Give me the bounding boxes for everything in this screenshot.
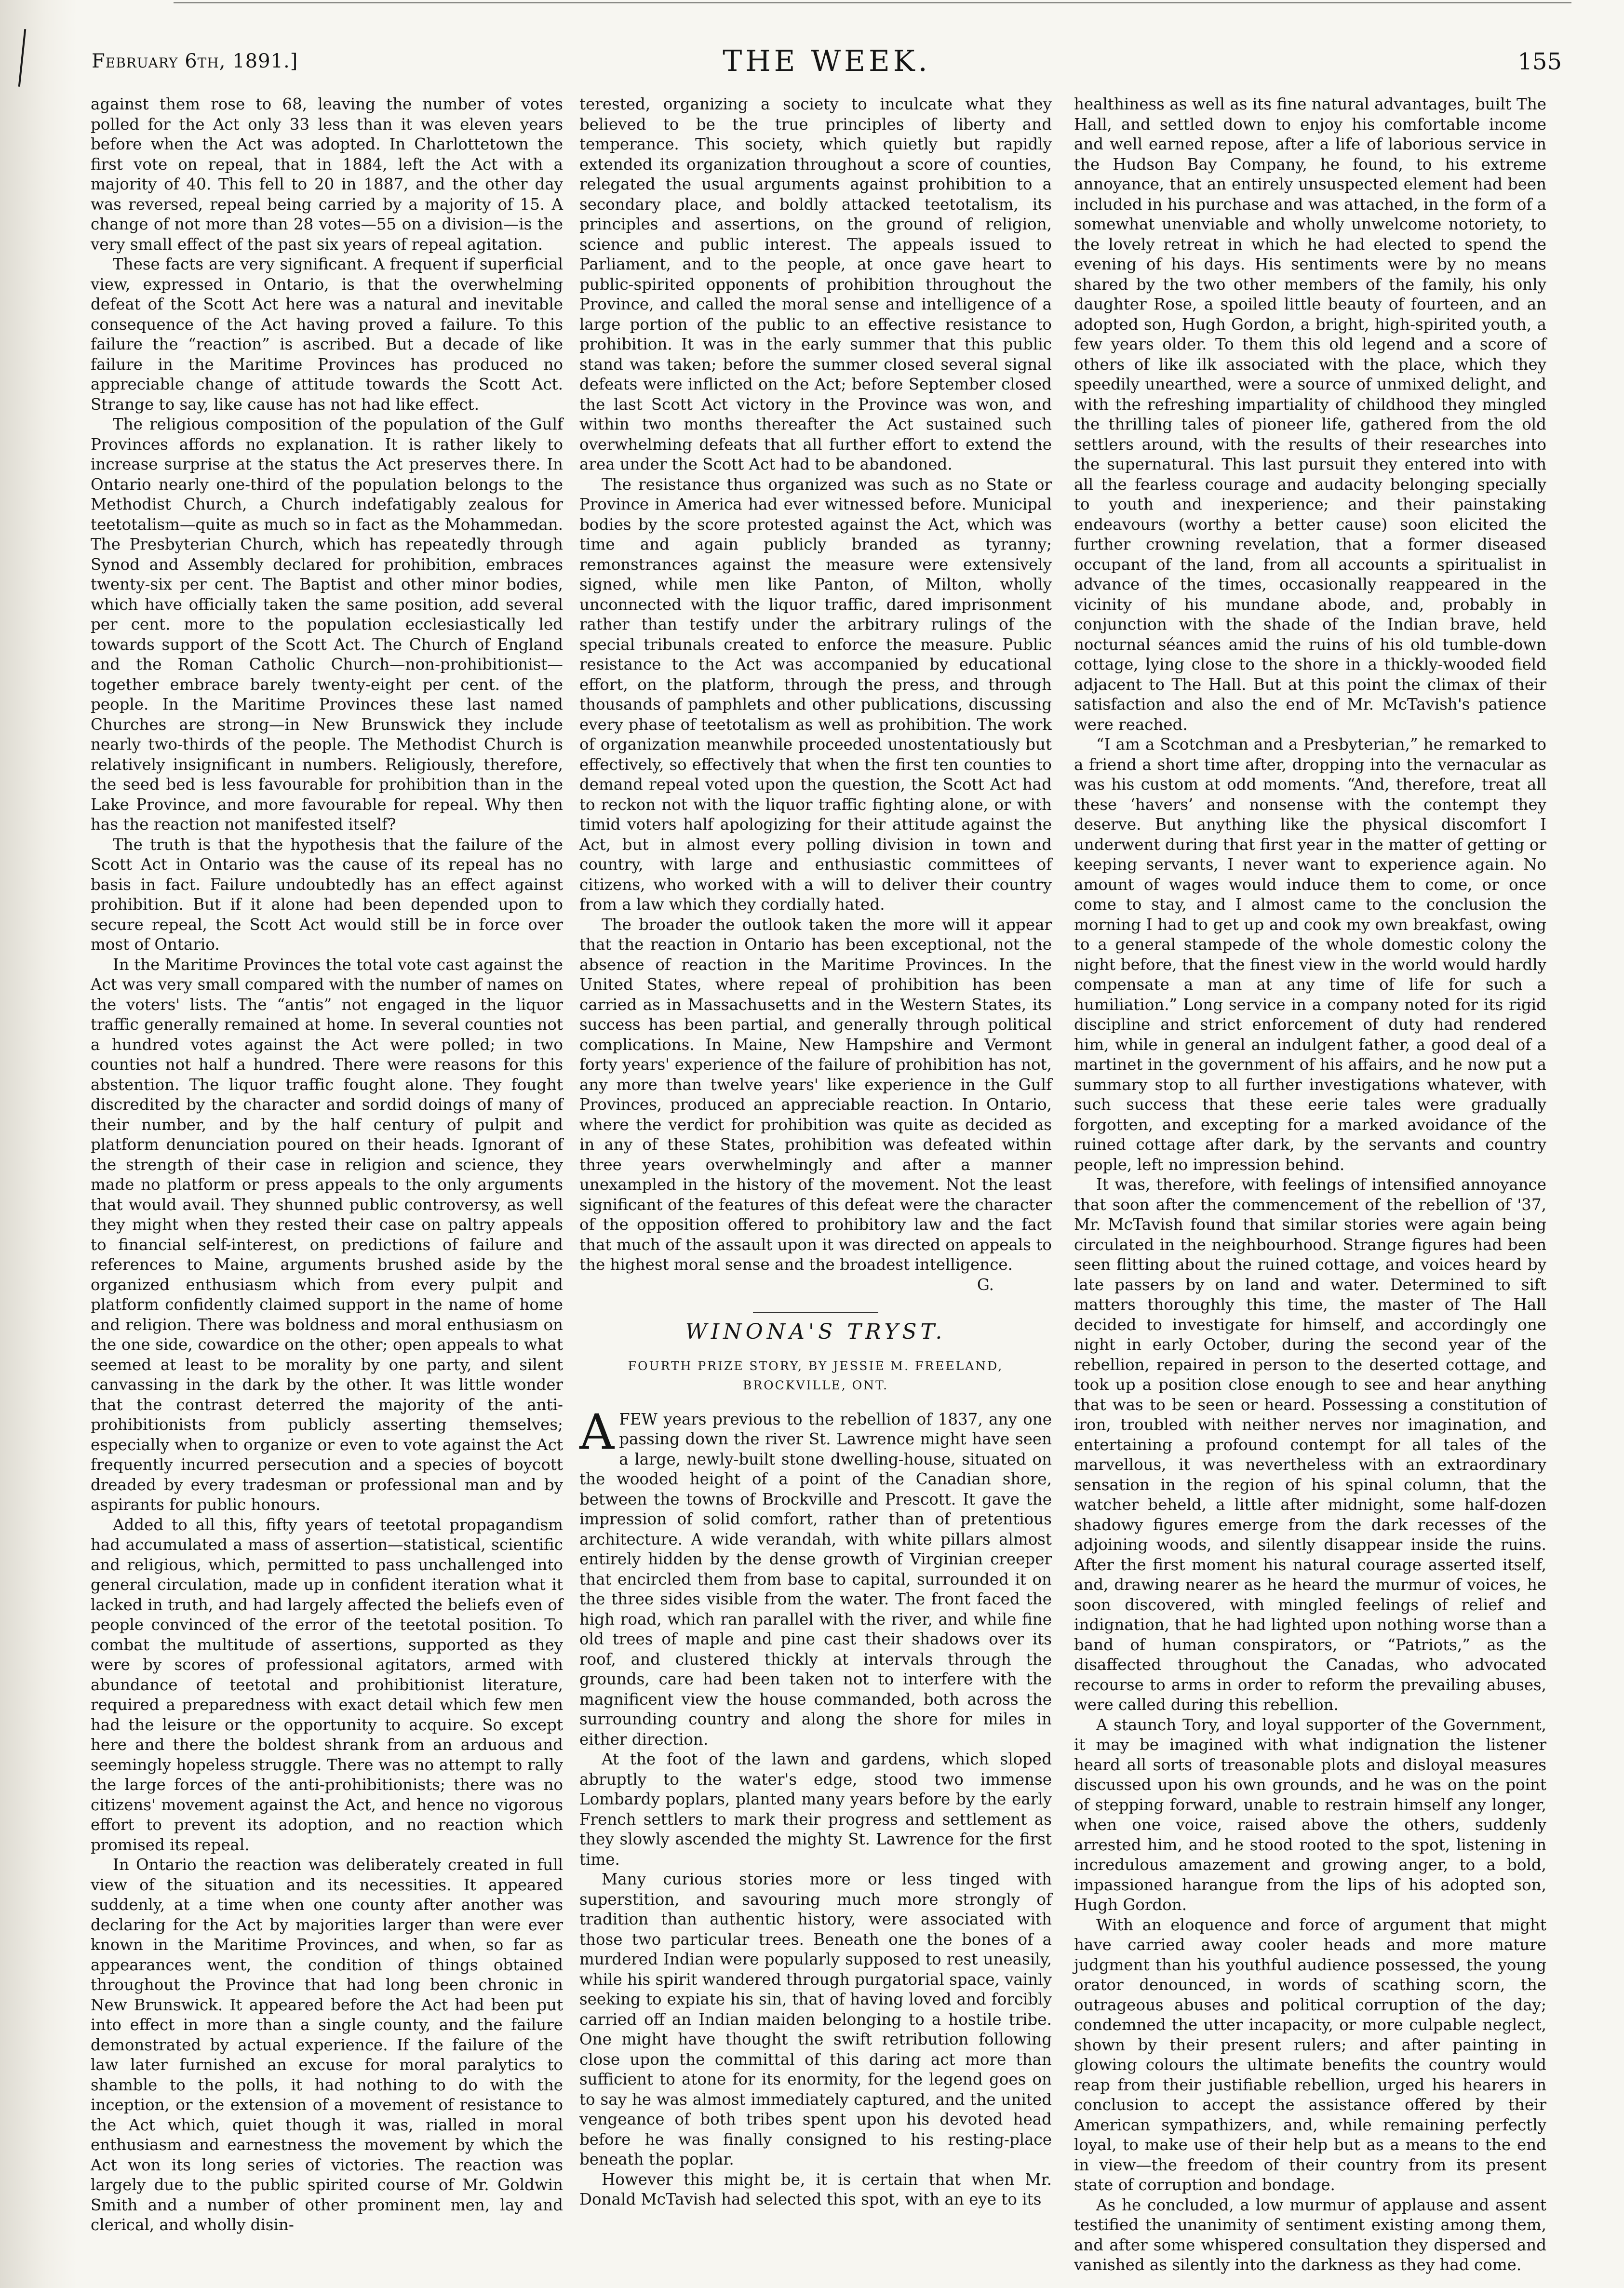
story-opening-paragraph xyxy=(579,1403,1052,1750)
signature-initial: G. xyxy=(977,1275,994,1294)
column-3 xyxy=(1074,94,1546,2274)
paragraph: Many curious stories more or less tinged with superstition, and savouring much more strongly of tradition than authentic history, were associated with those two particular trees. Beneath one the bones of a murdered Indian were popularly supposed to rest uneasily, while his spirit wandered through purgatorial space, vainly seeking to expiate his sin, that of having loved and forcibly carried off an Indian maiden belonging to a hostile tribe. One might have thought the swift retribution following close upon the committal of this daring act more than sufficient to atone for its enormity, for the legend goes on to say he was almost immediately captured, and the united vengeance of both tribes spent upon his devoted head before he was finally consigned to his resting-place beneath the poplar. xyxy=(579,1870,1052,2168)
paragraph: With an eloquence and force of argument that might have carried away cooler heads and more mature judgment than his youthful audience possessed, the young orator denounced, in words of scathing scorn, the outrageous abuses and political corruption of the day; condemned the utter incapacity, or more culpable neglect, shown by their present rulers; and after painting in glowing colours the ultimate benefits the country would reap from their justifiable rebellion, urged his hearers in conclusion to accept the assistance offered by their American sympathizers, and, while remaining perfectly loyal, to make use of their help but as a means to the end in view—the freedom of their country from its present state of corruption and bondage. xyxy=(1074,1915,1546,2194)
paragraph: A staunch Tory, and loyal supporter of the Government, it may be imagined with what indignation the listener heard all sorts of treasonable plots and disloyal measures discussed upon his own grounds, and he was on the point of stepping forward, unable to restrain himself any longer, when one voice, raised above the others, suddenly arrested him, and he stood rooted to the spot, listening in incredulous amazement and growing anger, to a bold, impassioned harangue from the lips of his adopted son, Hugh Gordon. xyxy=(1074,1715,1546,1914)
page-header xyxy=(92,44,1562,83)
paragraph: In the Maritime Provinces the total vote cast against the Act was very small compared with the number of names on the voters' lists. The “antis” not engaged in the liquor traffic generally remained at home. In several counties not a hundred votes against the Act were polled; in two counties not half a hundred. There were reasons for this abstention. The liquor traffic fought alone. They fought discredited by the character and sordid doings of many of their number, and by the half century of pulpit and platform denunciation poured on their heads. Ignorant of the strength of their case in religion and science, they made no platform or press appeals to the only arguments that would avail. They shunned public controversy, as well they might when they rested their case on paltry appeals to financial self-interest, on predictions of failure and references to Maine, arguments brushed aside by the organized enthusiasm which from every pulpit and platform confidently claimed support in the name of home and religion. There was boldness and moral enthusiasm on the one side, cowardice on the other; open appeals to what seemed at least to be morality by one party, and silent canvassing in the dark by the other. It was little wonder that the contrast deterred the majority of the anti-prohibitionists from publicly asserting themselves; especially when to organize or even to vote against the Act frequently incurred persecution and a species of boycott dreaded by every tradesman or professional man and by aspirants for public honours. xyxy=(91,955,563,1514)
paragraph: The broader the outlook taken the more will it appear that the reaction in Ontario has been exceptional, not the absence of reaction in the Maritime Provinces. In the United States, where repeal of prohibition has been carried as in Massachusetts and in the Western States, its success has been partial, and generally through political complications. In Maine, New Hampshire and Vermont forty years' experience of the failure of prohibition has not, any more than twelve years' like experience in the Gulf Provinces, produced an appreciable reaction. In Ontario, where the verdict for prohibition was quite as decided as in any of these States, prohibition was defeated within three years overwhelmingly and after a manner unexampled in the history of the movement. Not the least significant of the features of this defeat were the character of the opposition offered to prohibitory law and the fact that much of the assault upon it was directed on appeals to the highest moral sense and the broadest intelligence. xyxy=(579,915,1052,1274)
story-heading xyxy=(579,1312,1052,1395)
paragraph: It was, therefore, with feelings of intensified annoyance that soon after the commencement of the rebellion of '37, Mr. McTavish found that similar stories were again being circulated in the neighbourhood. Strange figures had been seen flitting about the ruined cottage, and voices heard by late passers by on land and water. Determined to sift matters thoroughly this time, the master of The Hall decided to investigate for himself, and accordingly one night in early October, during the second year of the rebellion, repaired in person to the deserted cottage, and took up a position close enough to see and hear anything that was to be seen or heard. Possessing a constitution of iron, troubled with neither nerves nor imagination, and entertaining a profound contempt for all tales of the marvellous, it was nevertheless with an extraordinary sensation in the region of his spinal column, that the watcher beheld, a little after midnight, some half-dozen shadowy figures emerge from the dark recesses of the adjoining woods, and silently disappear inside the ruins. After the first moment his natural courage asserted itself, and, drawing nearer as he heard the murmur of voices, he soon discovered, with mingled feelings of relief and indignation, that he had lighted upon nothing worse than a band of human conspirators, or “Patriots,” as the disaffected throughout the Canadas, who advocated recourse to arms in order to reform the prevailing abuses, were called during this rebellion. xyxy=(1074,1175,1546,1714)
heading-rule xyxy=(753,1312,878,1313)
paragraph: However this might be, it is certain that when Mr. Donald McTavish had selected this spot, with an eye to its xyxy=(579,2170,1052,2208)
paragraph: The resistance thus organized was such as no State or Province in America had ever witnessed before. Municipal bodies by the score protested against the Act, which was time and again publicly branded as tyranny; remonstrances against the measure were extensively signed, while men like Panton, of Milton, wholly unconnected with the liquor traffic, dared imprisonment rather than testify under the arbitrary rulings of the special tribunals created to enforce the measure. Public resistance to the Act was accompanied by educational effort, on the platform, through the press, and through thousands of pamphlets and other publications, discussing every phase of teetotalism as well as prohibition. The work of organization meanwhile proceeded unostentatiously but effectively, so effectively that when the first ten counties to demand repeal voted upon the question, the Scott Act had to reckon not with the liquor traffic fighting alone, or with timid voters half apologizing for their attitude against the Act, but in almost every polling division in town and country, with large and enthusiastic committees of citizens, who worked with a will to deliver their country from a law which they cordially hated. xyxy=(579,475,1052,914)
author-signature xyxy=(579,1275,1052,1295)
page-edge-shadow xyxy=(0,0,77,2288)
paragraph: “I am a Scotchman and a Presbyterian,” he remarked to a friend a short time after, dropping into the vernacular as was his custom at odd moments. “And, therefore, treat all these ‘havers’ and nonsense with the contempt they deserve. But anything like the physical discomfort I underwent during that first year in the matter of getting or keeping servants, I never want to experience again. No amount of wages would induce them to come, or once come to stay, and I almost came to the conclusion the morning I had to get up and cook my own breakfast, owing to a general stampede of the whole domestic colony the night before, that the finest view in the world would hardly compensate a man at any time of life for such a humiliation.” Long service in a company noted for its rigid discipline and strict enforcement of duty had rendered him, while in general an indulgent father, a good deal of a martinet in the government of his affairs, and he now put a summary stop to all further investigations whatever, with such success that these eerie tales were gradually forgotten, and excepting for a marked avoidance of the ruined cottage after dark, by the servants and country people, left no impression behind. xyxy=(1074,735,1546,1174)
story-title: WINONA'S TRYST. xyxy=(685,1319,946,1344)
masthead-title: THE WEEK. xyxy=(723,44,931,78)
paragraph: In Ontario the reaction was deliberately created in full view of the situation and its necessities. It appeared suddenly, at a time when one county after another was declaring for the Act by majorities larger than were ever known in the Maritime Provinces, and when, so far as appearances went, the condition of things obtained throughout the Province that had long been chronic in New Brunswick. It appeared before the Act had been put into effect in more than a single county, and the failure demonstrated by actual experience. If the failure of the law later furnished an excuse for moral paralytics to shamble to the polls, it had nothing to do with the inception, or the extension of a movement of resistance to the Act which, quiet though it was, rialled in moral enthusiasm and earnestness the movement by which the Act won its long series of victories. The reaction was largely due to the public spirited course of Mr. Goldwin Smith and a number of other prominent men, lay and clerical, and wholly disin- xyxy=(91,1856,563,2234)
story-byline: FOURTH PRIZE STORY, BY JESSIE M. FREELAND, xyxy=(628,1359,1004,1373)
story-byline-location: BROCKVILLE, ONT. xyxy=(742,1378,889,1392)
paragraph: terested, organizing a society to inculcate what they believed to be the true principles of liberty and temperance. This society, which quietly but rapidly extended its organization throughout a score of counties, relegated the usual arguments against prohibition to a secondary place, and boldly attacked teetotalism, its principles and assertions, on the ground of religion, science and public interest. The appeals issued to Parliament, and to the people, at once gave heart to public-spirited opponents of prohibition throughout the Province, and called the moral sense and intelligence of a large portion of the public to an effective resistance to prohibition. It was in the early summer that this public stand was taken; before the summer closed several signal defeats were inflicted on the Act; before September closed the last Scott Act victory in the Province was won, and within two months thereafter the Act sustained such overwhelming defeats that all further effort to extend the area under the Scott Act had to be abandoned. xyxy=(579,95,1052,473)
opening-text: FEW years previous to the rebellion of 1837, any one passing down the river St. Lawrence might have seen a large, newly-built stone dwelling-house, situated on the wooded height of a point of the Canadian shore, between the towns of Brockville and Prescott. It gave the impression of solid comfort, rather than of pretentious architecture. A wide verandah, with white pillars almost entirely hidden by the dense growth of Virginian creeper that encircled them from base to capital, surrounded it on the three sides visible from the water. The front faced the high road, which ran parallel with the river, and while fine old trees of maple and pine cast their shadows over its roof, and clustered thickly at intervals through the grounds, care had been taken not to interfere with the magnificent view the house commanded, both across the surrounding country and along the shore for miles in either direction. xyxy=(579,1410,1052,1749)
issue-date: February 6th, 1891.] xyxy=(92,50,298,72)
paragraph: healthiness as well as its fine natural advantages, built The Hall, and settled down to enjoy his comfortable income and well earned repose, after a life of laborious service in the Hudson Bay Company, he found, to his extreme annoyance, that an entirely unsuspected element had been included in his purchase and was attached, in the form of a somewhat unenviable and wholly unwelcome notoriety, to the lovely retreat in which he had elected to spend the evening of his days. His sentiments were by no means shared by the two other members of the family, his only daughter Rose, a spoiled little beauty of fourteen, and an adopted son, Hugh Gordon, a bright, high-spirited youth, a few years older. To them this old legend and a score of others of like ilk associated with the place, which they speedily unearthed, were a source of unmixed delight, and with the refreshing impartiality of childhood they mingled the thrilling tales of pioneer life, gathered from the old settlers around, with the results of their researches into the supernatural. This last pursuit they entered into with all the fearless courage and audacity belonging specially to youth and inexperience; and their painstaking endeavours (worthy a better cause) soon elicited the further crowning revelation, that a former diseased occupant of the land, from all accounts a spiritualist in advance of the times, occasionally reappeared in the vicinity of his mundane abode, and, probably in conjunction with the shade of the Indian brave, held nocturnal séances amid the ruins of his old tumble-down cottage, lying close to the shore in a thickly-wooded field adjacent to The Hall. But at this point the climax of their satisfaction and also the end of Mr. McTavish's patience were reached. xyxy=(1074,95,1546,734)
paragraph: As he concluded, a low murmur of applause and assent testified the unanimity of sentiment existing among them, and after some whispered consultation they dispersed and vanished as silently into the darkness as they had come. xyxy=(1074,2195,1546,2274)
paragraph: against them rose to 68, leaving the number of votes polled for the Act only 33 less than it was eleven years before when the Act was adopted. In Charlottetown the first vote on repeal, that in 1884, left the Act with a majority of 40. This fell to 20 in 1887, and the other day was reversed, repeal being carried by a majority of 15. A change of not more than 28 votes—55 on a division—is the very small effect of the past six years of repeal agitation. xyxy=(91,95,563,254)
paragraph: The religious composition of the population of the Gulf Provinces affords no explanation. It is rather likely to increase surprise at the status the Act preserves there. In Ontario nearly one-third of the population belongs to the Methodist Church, a Church indefatigably zealous for teetotalism—quite as much so in fact as the Mohammedan. The Presbyterian Church, which has repeatedly through Synod and Assembly declared for prohibition, embraces twenty-six per cent. The Baptist and other minor bodies, which have officially taken the same position, add several per cent. more to the population ecclesiastically led towards support of the Scott Act. The Church of England and the Roman Catholic Church—non-prohibitionist—together embrace barely twenty-eight per cent. of the people. In the Maritime Provinces these last named Churches are strong—in New Brunswick they include nearly two-thirds of the people. The Methodist Church is relatively insignificant in numbers. Religiously, therefore, the seed bed is less favourable for prohibition than in the Lake Province, and more favourable for repeal. Why then has the reaction not manifested itself? xyxy=(91,415,563,834)
column-2 xyxy=(579,94,1052,2264)
paragraph: The truth is that the hypothesis that the failure of the Scott Act in Ontario was the cause of its repeal has no basis in fact. Failure undoubtedly has an effect against prohibition. But if it alone had been depended upon to secure repeal, the Scott Act would still be in force over most of Ontario. xyxy=(91,835,563,954)
paragraph: At the foot of the lawn and gardens, which sloped abruptly to the water's edge, stood two immense Lombardy poplars, planted many years before by the early French settlers to mark their progress and settlement as they slowly ascended the mighty St. Lawrence for the first time. xyxy=(579,1750,1052,1869)
top-rule xyxy=(174,2,1571,3)
page-number: 155 xyxy=(1517,48,1562,75)
drop-cap: A xyxy=(579,1403,615,1460)
paragraph: These facts are very significant. A frequent if superficial view, expressed in Ontario, is that the overwhelming defeat of the Scott Act here was a natural and inevitable consequence of the Act having proved a failure. To this failure the “reaction” is ascribed. But a decade of like failure in the Maritime Provinces has produced no appreciable change of attitude towards the Scott Act. Strange to say, like cause has not had like effect. xyxy=(91,255,563,414)
column-1 xyxy=(91,94,563,2264)
paragraph: Added to all this, fifty years of teetotal propagandism had accumulated a mass of assertion—statistical, scientific and religious, which, permitted to pass unchallenged into general circulation, made up in confident iteration what it lacked in truth, and had largely affected the beliefs even of people convinced of the error of the teetotal position. To combat the multitude of assertions, supported as they were by scores of professional agitators, armed with abundance of teetotal and prohibitionist literature, required a preparedness with exact detail which few men had the leisure or the opportunity to acquire. So except here and there the boldest shrank from an arduous and seemingly hopeless struggle. There was no attempt to rally the large forces of the anti-prohibitionists; there was no citizens' movement against the Act, and hence no vigorous effort to prevent its adoption, and no reaction which promised its repeal. xyxy=(91,1515,563,1854)
